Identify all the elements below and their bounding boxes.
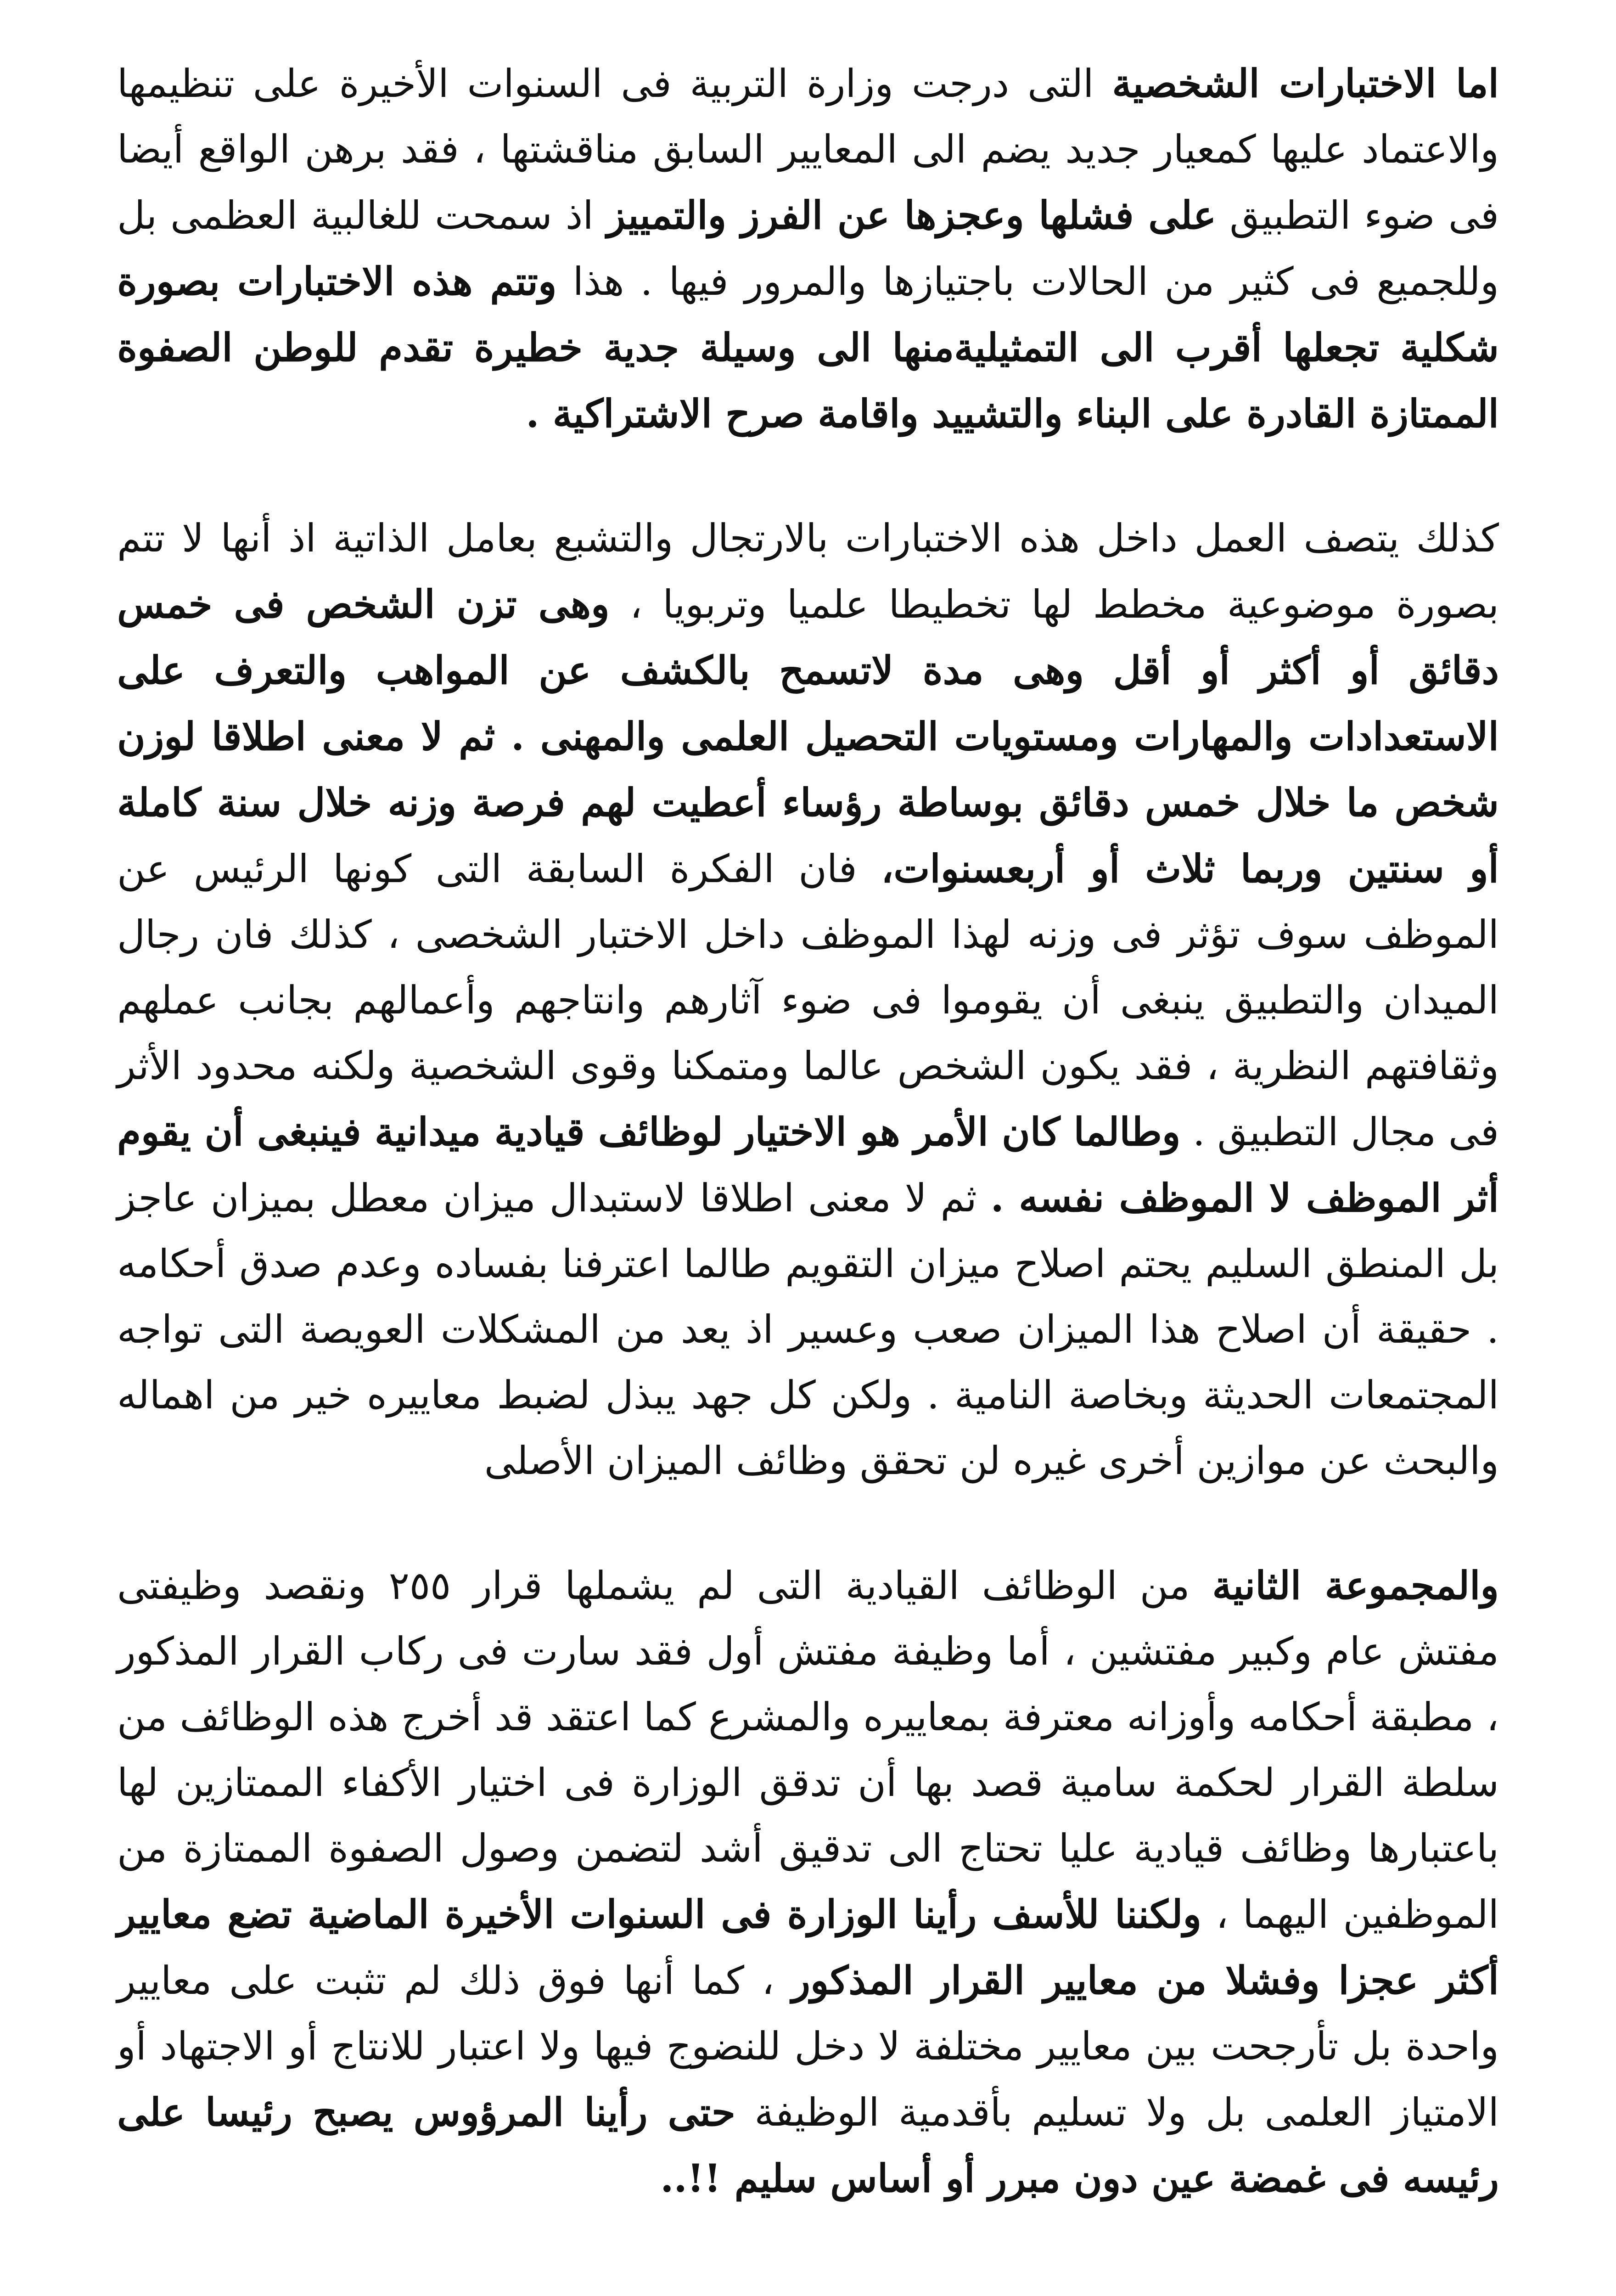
text-run: ، كما أنها فوق ذلك لم تثبت على معايير واحدة بل تأرجحت بين معايير مختلفة لا دخل للنضوج فيها ولا اعتبار للانتاج أو الاجتهاد أو الامتياز العلمى بل ولا تسليم بأقدمية الوظيفة [117, 1958, 1499, 2135]
paragraph [117, 51, 1499, 447]
bold-text-run: حتى رأينا المرؤوس يصبح رئيسا على رئيسه فى غمضة عين دون مبرر أو أساس سليم !!.. [117, 2089, 1499, 2201]
paragraph [117, 1553, 1499, 2212]
bold-text-run: وهى تزن الشخص فى خمس دقائق أو أكثر أو أقل وهى مدة لاتسمح بالكشف عن المواهب والتعرف على الاستعدادات والمهارات ومستويات التحصيل العلمى والمهنى . ثم لا معنى اطلاقا لوزن شخص ما خلال خمس دقائق بوساطة رؤساء أعطيت لهم فرصة وزنه خلال سنة كاملة أو سنتين وربما ثلاث أو أربعسنوات، [117, 581, 1499, 891]
bold-text-run: والمجموعة الثانية [1212, 1563, 1499, 1608]
text-run: التى درجت وزارة التربية فى السنوات الأخيرة على تنظيمها والاعتماد عليها كمعيار جديد يضم الى المعايير السابق مناقشتها ، فقد برهن الواقع أيضا فى ضوء التطبيق [117, 61, 1499, 238]
text-run: اذ سمحت للغالبية العظمى بل وللجميع فى كثير من الحالات باجتيازها والمرور فيها . هذا [117, 193, 1499, 304]
bold-text-run: وطالما كان الأمر هو الاختيار لوظائف قيادية ميدانية فينبغى أن يقوم أثر الموظف لا الموظف نفسه . [117, 1109, 1499, 1221]
bold-text-run: وتتم هذه الاختبارات بصورة شكلية تجعلها أقرب الى التمثيليةمنها الى وسيلة جدية خطيرة تقدم للوطن الصفوة الممتازة القادرة على البناء والتشييد واقامة صرح الاشتراكية . [117, 259, 1499, 436]
text-run: فان الفكرة السابقة التى كونها الرئيس عن الموظف سوف تؤثر فى وزنه لهذا الموظف داخل الاختبار الشخصى ، كذلك فان رجال الميدان والتطبيق ينبغى أن يقوموا فى ضوء آثارهم وانتاجهم وأعمالهم بجانب عملهم وثقافتهم النظرية ، فقد يكون الشخص عالما ومتمكنا وقوى الشخصية ولكنه محدود الأثر فى مجال التطبيق . [117, 846, 1499, 1154]
text-run: ثم لا معنى اطلاقا لاستبدال ميزان معطل بميزان عاجز بل المنطق السليم يحتم اصلاح ميزان التقويم طالما اعترفنا بفساده وعدم صدق أحكامه . حقيقة أن اصلاح هذا الميزان صعب وعسير اذ يعد من المشكلات العويصة التى تواجه المجتمعات الحديثة وبخاصة النامية . ولكن كل جهد يبذل لضبط معاييره خير من اهماله والبحث عن موازين أخرى غيره لن تحقق وظائف الميزان الأصلى [117, 1176, 1499, 1483]
bold-text-run: على فشلها وعجزها عن الفرز والتمييز [606, 192, 1217, 238]
paragraph [117, 506, 1499, 1494]
text-run: كذلك يتصف العمل داخل هذه الاختبارات بالارتجال والتشبع بعامل الذاتية اذ أنها لا تتم بصورة موضوعية مخطط لها تخطيطا علميا وتربويا ، [117, 516, 1499, 627]
bold-text-run: اما الاختبارات الشخصية [1112, 61, 1499, 106]
bold-text-run: ولكننا للأسف رأينا الوزارة فى السنوات الأخيرة الماضية تضع معايير أكثر عجزا وفشلا من معايير القرار المذكور [117, 1891, 1499, 2003]
text-run: من الوظائف القيادية التى لم يشملها قرار ٢٥٥ ونقصد وظيفتى مفتش عام وكبير مفتشين ، أما وظيفة مفتش أول فقد سارت فى ركاب القرار المذكور ، مطبقة أحكامه وأوزانه معترفة بمعاييره والمشرع كما اعتقد قد أخرج هذه الوظائف من سلطة القرار لحكمة سامية قصد بها أن تدقق الوزارة فى اختيار الأكفاء الممتازين لها باعتبارها وظائف قيادية عليا تحتاج الى تدقيق أشد لتضمن وصول الصفوة الممتازة من الموظفين اليهما ، [117, 1563, 1499, 1937]
document-page [117, 51, 1499, 2296]
